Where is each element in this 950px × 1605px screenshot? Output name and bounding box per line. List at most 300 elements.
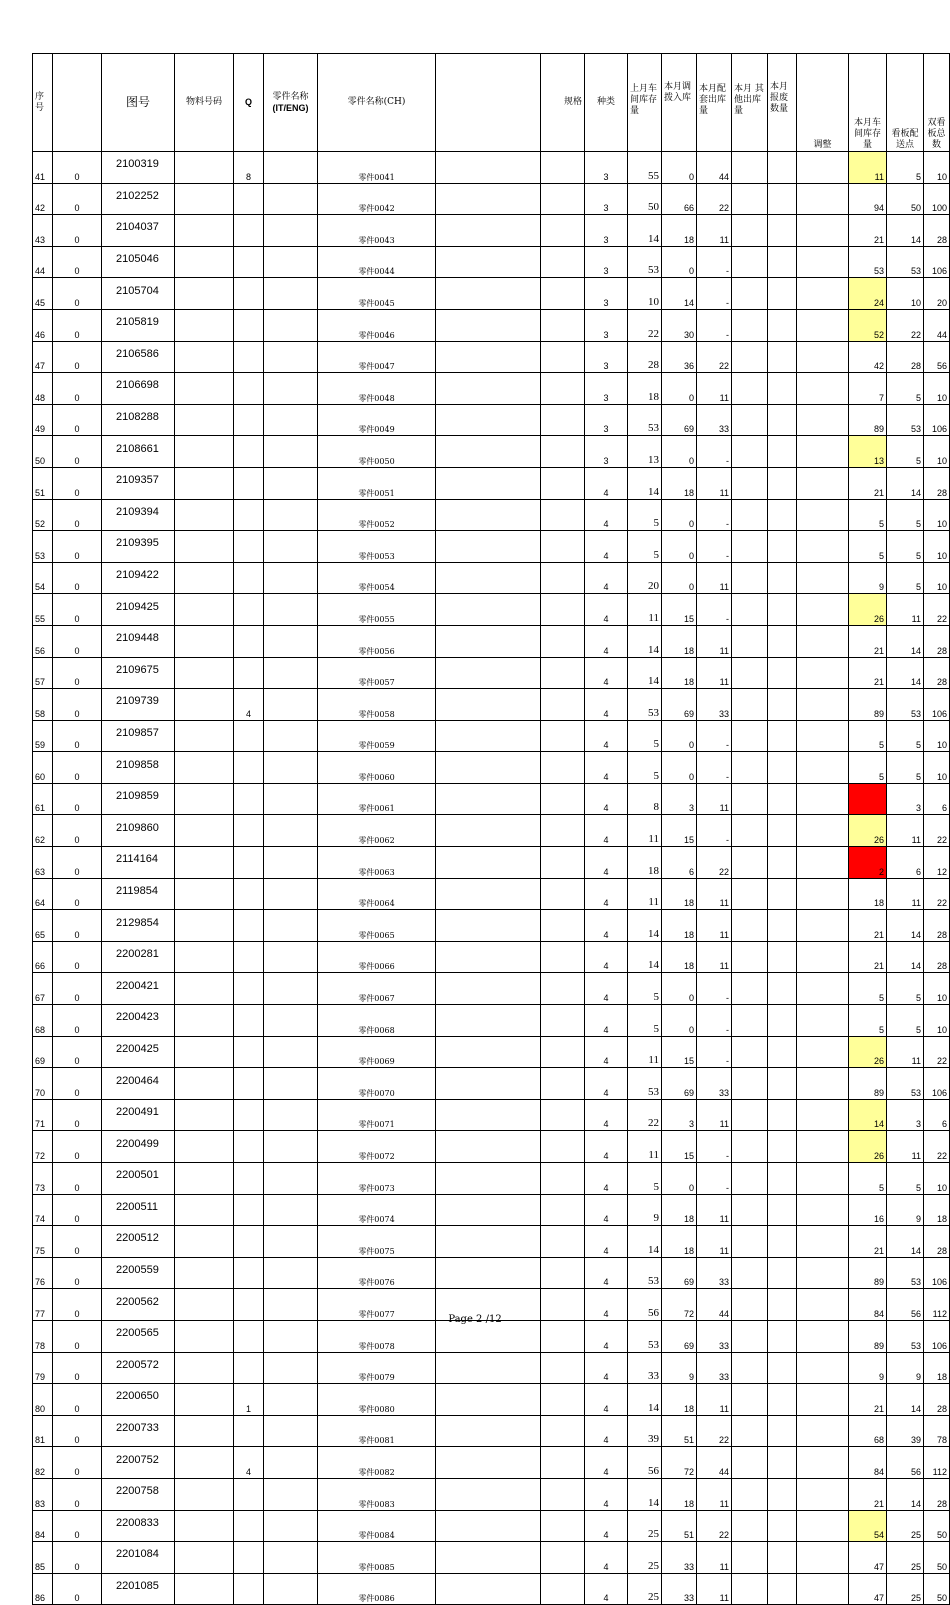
cell-q-value: 4 <box>234 689 264 721</box>
table-row <box>33 467 950 499</box>
cell-zero-flag: 0 <box>53 720 102 752</box>
cell-adjust <box>797 689 849 721</box>
cell-transfer-in: 18 <box>662 215 697 247</box>
cell-scrap <box>768 1384 797 1416</box>
cell-drawing-number: 2105046 <box>102 246 175 278</box>
cell-spec <box>541 1447 585 1479</box>
cell-transfer-in: 72 <box>662 1289 697 1321</box>
cell-current-stock: 94 <box>849 183 887 215</box>
cell-name-it <box>264 847 318 879</box>
cell-part-name: 零件0060 <box>318 752 436 784</box>
table-row <box>33 1257 950 1289</box>
cell-name-it <box>264 1415 318 1447</box>
cell-other-out <box>732 1194 768 1226</box>
cell-blank-cell <box>436 467 541 499</box>
cell-zero-flag: 0 <box>53 594 102 626</box>
cell-transfer-in: 0 <box>662 1005 697 1037</box>
cell-spec <box>541 1415 585 1447</box>
cell-q-value <box>234 531 264 563</box>
cell-row-number: 77 <box>33 1289 53 1321</box>
cell-q-value <box>234 1510 264 1542</box>
cell-scrap <box>768 1257 797 1289</box>
cell-kit-out: - <box>697 246 732 278</box>
cell-last-month-stock: 56 <box>628 1447 662 1479</box>
cell-scrap <box>768 1131 797 1163</box>
cell-zero-flag: 0 <box>53 404 102 436</box>
cell-kanban-point: 5 <box>887 973 924 1005</box>
cell-material-number <box>175 594 234 626</box>
cell-kind: 4 <box>585 815 628 847</box>
table-row <box>33 309 950 341</box>
cell-adjust <box>797 499 849 531</box>
cell-last-month-stock: 11 <box>628 815 662 847</box>
cell-kanban-total: 28 <box>924 1226 950 1258</box>
cell-row-number: 56 <box>33 625 53 657</box>
cell-scrap <box>768 1447 797 1479</box>
table-row <box>33 1320 950 1352</box>
cell-row-number: 71 <box>33 1099 53 1131</box>
cell-kanban-total: 10 <box>924 720 950 752</box>
table-row <box>33 689 950 721</box>
cell-part-name: 零件0061 <box>318 783 436 815</box>
cell-kanban-total: 10 <box>924 752 950 784</box>
cell-q-value <box>234 499 264 531</box>
cell-part-name: 零件0054 <box>318 562 436 594</box>
cell-drawing-number: 2105819 <box>102 309 175 341</box>
cell-last-month-stock: 8 <box>628 783 662 815</box>
cell-current-stock: 21 <box>849 657 887 689</box>
cell-transfer-in: 18 <box>662 878 697 910</box>
cell-part-name: 零件0064 <box>318 878 436 910</box>
cell-kind: 4 <box>585 941 628 973</box>
cell-other-out <box>732 1542 768 1574</box>
cell-spec <box>541 1194 585 1226</box>
cell-current-stock: 26 <box>849 1036 887 1068</box>
cell-spec <box>541 309 585 341</box>
table-row <box>33 720 950 752</box>
cell-current-stock: 54 <box>849 1510 887 1542</box>
table-body <box>33 152 950 1605</box>
cell-row-number: 78 <box>33 1320 53 1352</box>
cell-last-month-stock: 39 <box>628 1415 662 1447</box>
cell-part-name: 零件0079 <box>318 1352 436 1384</box>
cell-spec <box>541 1163 585 1195</box>
cell-q-value <box>234 373 264 405</box>
cell-kanban-point: 53 <box>887 246 924 278</box>
cell-last-month-stock: 25 <box>628 1542 662 1574</box>
cell-part-name: 零件0046 <box>318 309 436 341</box>
cell-kit-out: 11 <box>697 625 732 657</box>
cell-kanban-point: 5 <box>887 562 924 594</box>
cell-kanban-point: 53 <box>887 404 924 436</box>
cell-transfer-in: 0 <box>662 152 697 184</box>
cell-kanban-total: 28 <box>924 467 950 499</box>
cell-kanban-point: 53 <box>887 1257 924 1289</box>
cell-material-number <box>175 720 234 752</box>
cell-current-stock: 21 <box>849 467 887 499</box>
cell-other-out <box>732 1099 768 1131</box>
cell-drawing-number: 2105704 <box>102 278 175 310</box>
cell-kind: 3 <box>585 215 628 247</box>
cell-zero-flag: 0 <box>53 1163 102 1195</box>
cell-kanban-point: 14 <box>887 467 924 499</box>
cell-last-month-stock: 5 <box>628 531 662 563</box>
cell-blank-cell <box>436 1257 541 1289</box>
cell-adjust <box>797 183 849 215</box>
cell-spec <box>541 594 585 626</box>
cell-kit-out: 33 <box>697 689 732 721</box>
cell-transfer-in: 18 <box>662 625 697 657</box>
header-name-it <box>264 54 318 152</box>
cell-row-number: 72 <box>33 1131 53 1163</box>
cell-transfer-in: 0 <box>662 499 697 531</box>
cell-scrap <box>768 1068 797 1100</box>
cell-part-name: 零件0065 <box>318 910 436 942</box>
cell-last-month-stock: 25 <box>628 1510 662 1542</box>
cell-kind: 4 <box>585 847 628 879</box>
cell-part-name: 零件0057 <box>318 657 436 689</box>
cell-current-stock: 5 <box>849 1005 887 1037</box>
cell-blank-cell <box>436 404 541 436</box>
cell-other-out <box>732 246 768 278</box>
cell-kanban-point: 9 <box>887 1194 924 1226</box>
cell-kit-out: 22 <box>697 1510 732 1542</box>
cell-material-number <box>175 1036 234 1068</box>
cell-name-it <box>264 183 318 215</box>
cell-name-it <box>264 910 318 942</box>
cell-current-stock: 5 <box>849 499 887 531</box>
cell-kind: 4 <box>585 752 628 784</box>
cell-kind: 3 <box>585 152 628 184</box>
cell-scrap <box>768 436 797 468</box>
cell-last-month-stock: 55 <box>628 152 662 184</box>
cell-transfer-in: 18 <box>662 1226 697 1258</box>
cell-kit-out: 11 <box>697 1542 732 1574</box>
cell-other-out <box>732 752 768 784</box>
cell-transfer-in: 18 <box>662 910 697 942</box>
header-kit-out: 本月配套出库量 <box>697 54 732 152</box>
cell-row-number: 44 <box>33 246 53 278</box>
cell-kit-out: 44 <box>697 1447 732 1479</box>
page-footer: Page 2 /12 <box>448 1314 502 1325</box>
cell-current-stock: 89 <box>849 689 887 721</box>
cell-other-out <box>732 1447 768 1479</box>
cell-material-number <box>175 1068 234 1100</box>
cell-kit-out: 11 <box>697 467 732 499</box>
cell-current-stock: 14 <box>849 1099 887 1131</box>
cell-adjust <box>797 562 849 594</box>
cell-other-out <box>732 1510 768 1542</box>
cell-zero-flag: 0 <box>53 309 102 341</box>
header-last-month-stock: 上月车间库存量 <box>628 54 662 152</box>
cell-spec <box>541 752 585 784</box>
cell-adjust <box>797 783 849 815</box>
cell-adjust <box>797 1226 849 1258</box>
cell-kit-out: 11 <box>697 1194 732 1226</box>
cell-q-value <box>234 1099 264 1131</box>
cell-zero-flag: 0 <box>53 562 102 594</box>
cell-current-stock: 13 <box>849 436 887 468</box>
cell-kanban-point: 14 <box>887 1478 924 1510</box>
cell-kind: 4 <box>585 1573 628 1605</box>
cell-scrap <box>768 152 797 184</box>
cell-other-out <box>732 815 768 847</box>
cell-name-it <box>264 499 318 531</box>
header-seq: 序号 <box>33 54 53 152</box>
cell-last-month-stock: 20 <box>628 562 662 594</box>
cell-scrap <box>768 341 797 373</box>
cell-part-name: 零件0082 <box>318 1447 436 1479</box>
cell-material-number <box>175 1005 234 1037</box>
cell-adjust <box>797 278 849 310</box>
cell-material-number <box>175 815 234 847</box>
cell-blank-cell <box>436 341 541 373</box>
cell-scrap <box>768 1005 797 1037</box>
cell-transfer-in: 18 <box>662 1478 697 1510</box>
cell-kind: 4 <box>585 562 628 594</box>
cell-kanban-total: 106 <box>924 1320 950 1352</box>
cell-q-value <box>234 341 264 373</box>
cell-q-value <box>234 1036 264 1068</box>
cell-kanban-total: 12 <box>924 847 950 879</box>
cell-current-stock: 5 <box>849 720 887 752</box>
cell-current-stock: 5 <box>849 973 887 1005</box>
cell-kanban-total: 50 <box>924 1510 950 1542</box>
cell-adjust <box>797 246 849 278</box>
cell-other-out <box>732 1036 768 1068</box>
table-row <box>33 1384 950 1416</box>
header-drawing-number: 图号 <box>102 54 175 152</box>
cell-kind: 4 <box>585 1447 628 1479</box>
table-row <box>33 1194 950 1226</box>
cell-last-month-stock: 14 <box>628 910 662 942</box>
cell-kit-out: - <box>697 531 732 563</box>
cell-other-out <box>732 783 768 815</box>
cell-blank-cell <box>436 1068 541 1100</box>
cell-row-number: 46 <box>33 309 53 341</box>
cell-kanban-total: 100 <box>924 183 950 215</box>
cell-material-number <box>175 309 234 341</box>
cell-transfer-in: 15 <box>662 594 697 626</box>
cell-kit-out: - <box>697 499 732 531</box>
cell-transfer-in: 0 <box>662 973 697 1005</box>
cell-material-number <box>175 278 234 310</box>
cell-blank-cell <box>436 499 541 531</box>
cell-material-number <box>175 752 234 784</box>
cell-kit-out: 11 <box>697 562 732 594</box>
cell-part-name: 零件0053 <box>318 531 436 563</box>
cell-q-value <box>234 1163 264 1195</box>
cell-kanban-total: 10 <box>924 152 950 184</box>
cell-q-value <box>234 404 264 436</box>
cell-last-month-stock: 53 <box>628 689 662 721</box>
cell-kit-out: 11 <box>697 941 732 973</box>
cell-other-out <box>732 973 768 1005</box>
cell-blank-cell <box>436 1478 541 1510</box>
cell-scrap <box>768 752 797 784</box>
cell-blank-cell <box>436 1415 541 1447</box>
cell-kind: 4 <box>585 1068 628 1100</box>
cell-adjust <box>797 467 849 499</box>
cell-part-name: 零件0085 <box>318 1542 436 1574</box>
cell-name-it <box>264 657 318 689</box>
cell-part-name: 零件0055 <box>318 594 436 626</box>
cell-last-month-stock: 18 <box>628 847 662 879</box>
cell-material-number <box>175 689 234 721</box>
table-row <box>33 941 950 973</box>
cell-row-number: 62 <box>33 815 53 847</box>
cell-drawing-number: 2109448 <box>102 625 175 657</box>
cell-row-number: 51 <box>33 467 53 499</box>
cell-name-it <box>264 1163 318 1195</box>
cell-zero-flag: 0 <box>53 467 102 499</box>
cell-row-number: 57 <box>33 657 53 689</box>
cell-last-month-stock: 53 <box>628 246 662 278</box>
cell-blank-cell <box>436 373 541 405</box>
cell-kind: 4 <box>585 878 628 910</box>
cell-last-month-stock: 9 <box>628 1194 662 1226</box>
cell-current-stock: 21 <box>849 625 887 657</box>
cell-drawing-number: 2109858 <box>102 752 175 784</box>
table-row <box>33 1068 950 1100</box>
cell-kit-out: - <box>697 1036 732 1068</box>
cell-material-number <box>175 1194 234 1226</box>
cell-kanban-total: 22 <box>924 878 950 910</box>
cell-kanban-point: 11 <box>887 878 924 910</box>
cell-q-value <box>234 436 264 468</box>
cell-drawing-number: 2200565 <box>102 1320 175 1352</box>
cell-current-stock: 21 <box>849 1384 887 1416</box>
cell-last-month-stock: 11 <box>628 594 662 626</box>
cell-q-value <box>234 562 264 594</box>
cell-spec <box>541 1131 585 1163</box>
cell-adjust <box>797 1036 849 1068</box>
cell-zero-flag: 0 <box>53 625 102 657</box>
cell-zero-flag: 0 <box>53 1194 102 1226</box>
cell-zero-flag: 0 <box>53 1131 102 1163</box>
cell-kanban-total: 106 <box>924 689 950 721</box>
cell-current-stock <box>849 783 887 815</box>
cell-last-month-stock: 53 <box>628 1068 662 1100</box>
cell-kanban-point: 6 <box>887 847 924 879</box>
cell-blank-cell <box>436 910 541 942</box>
header-material-number: 物料号码 <box>175 54 234 152</box>
cell-kanban-total: 10 <box>924 531 950 563</box>
cell-other-out <box>732 1005 768 1037</box>
cell-q-value <box>234 309 264 341</box>
cell-name-it <box>264 1099 318 1131</box>
cell-name-it <box>264 278 318 310</box>
cell-scrap <box>768 215 797 247</box>
table-row <box>33 246 950 278</box>
cell-drawing-number: 2108288 <box>102 404 175 436</box>
table-row <box>33 973 950 1005</box>
cell-adjust <box>797 373 849 405</box>
cell-row-number: 63 <box>33 847 53 879</box>
cell-current-stock: 24 <box>849 278 887 310</box>
header-adjust: 调整 <box>797 54 849 152</box>
cell-row-number: 50 <box>33 436 53 468</box>
cell-drawing-number: 2109739 <box>102 689 175 721</box>
cell-drawing-number: 2200559 <box>102 1257 175 1289</box>
cell-kanban-point: 9 <box>887 1352 924 1384</box>
cell-spec <box>541 847 585 879</box>
table-row <box>33 1542 950 1574</box>
cell-part-name: 零件0058 <box>318 689 436 721</box>
cell-part-name: 零件0076 <box>318 1257 436 1289</box>
cell-material-number <box>175 1352 234 1384</box>
table-row <box>33 404 950 436</box>
cell-q-value <box>234 1068 264 1100</box>
cell-name-it <box>264 720 318 752</box>
cell-last-month-stock: 25 <box>628 1573 662 1605</box>
cell-other-out <box>732 1226 768 1258</box>
cell-part-name: 零件0048 <box>318 373 436 405</box>
cell-scrap <box>768 847 797 879</box>
cell-other-out <box>732 309 768 341</box>
cell-spec <box>541 783 585 815</box>
cell-name-it <box>264 373 318 405</box>
table-row <box>33 1131 950 1163</box>
cell-other-out <box>732 467 768 499</box>
cell-kind: 4 <box>585 689 628 721</box>
cell-current-stock: 68 <box>849 1415 887 1447</box>
cell-spec <box>541 1257 585 1289</box>
cell-current-stock: 47 <box>849 1573 887 1605</box>
cell-part-name: 零件0051 <box>318 467 436 499</box>
cell-material-number <box>175 1415 234 1447</box>
cell-blank-cell <box>436 1542 541 1574</box>
cell-part-name: 零件0047 <box>318 341 436 373</box>
cell-kind: 4 <box>585 1478 628 1510</box>
cell-kanban-total: 10 <box>924 373 950 405</box>
cell-part-name: 零件0042 <box>318 183 436 215</box>
cell-kanban-point: 25 <box>887 1510 924 1542</box>
cell-q-value <box>234 657 264 689</box>
cell-material-number <box>175 1226 234 1258</box>
cell-kanban-point: 5 <box>887 531 924 563</box>
cell-spec <box>541 720 585 752</box>
cell-current-stock: 89 <box>849 1257 887 1289</box>
cell-zero-flag: 0 <box>53 278 102 310</box>
cell-kind: 4 <box>585 1226 628 1258</box>
cell-kanban-point: 56 <box>887 1447 924 1479</box>
header-row <box>33 54 950 152</box>
cell-kanban-point: 5 <box>887 752 924 784</box>
cell-zero-flag: 0 <box>53 941 102 973</box>
cell-current-stock: 21 <box>849 941 887 973</box>
cell-kanban-total: 106 <box>924 1257 950 1289</box>
cell-adjust <box>797 341 849 373</box>
cell-kanban-point: 56 <box>887 1289 924 1321</box>
cell-spec <box>541 1542 585 1574</box>
cell-part-name: 零件0073 <box>318 1163 436 1195</box>
cell-row-number: 69 <box>33 1036 53 1068</box>
cell-drawing-number: 2200425 <box>102 1036 175 1068</box>
cell-zero-flag: 0 <box>53 1573 102 1605</box>
cell-spec <box>541 373 585 405</box>
cell-scrap <box>768 625 797 657</box>
cell-kanban-point: 5 <box>887 499 924 531</box>
cell-blank-cell <box>436 246 541 278</box>
cell-q-value <box>234 278 264 310</box>
table-row <box>33 341 950 373</box>
cell-spec <box>541 152 585 184</box>
cell-scrap <box>768 878 797 910</box>
header-transfer-in: 本月调拨入库 <box>662 54 697 152</box>
cell-kanban-point: 28 <box>887 341 924 373</box>
cell-q-value <box>234 1415 264 1447</box>
